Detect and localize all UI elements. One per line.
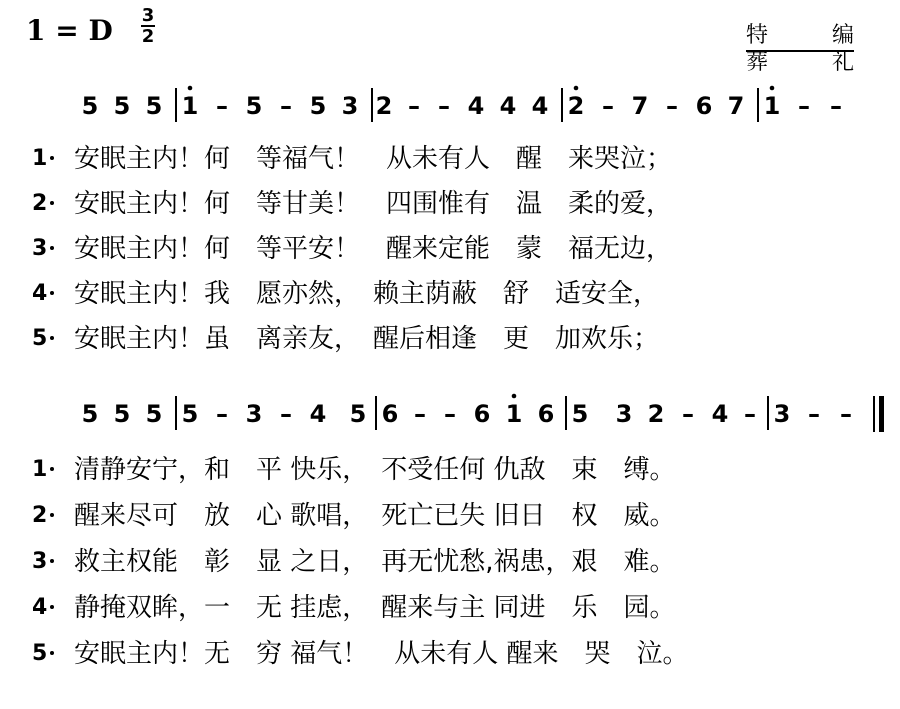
credit-char: 葬 bbox=[746, 50, 769, 75]
verse-number-dot bbox=[50, 605, 54, 609]
verse-number-dot bbox=[50, 336, 54, 340]
dash: – bbox=[216, 92, 228, 120]
time-signature-bottom: 2 bbox=[141, 26, 155, 47]
verse-number: 3 bbox=[32, 232, 47, 266]
lyric-line: 安眠主内！我 愿亦然， 赖主荫蔽 舒 适安全， bbox=[74, 279, 660, 309]
dash: – bbox=[408, 92, 420, 120]
note: 5 bbox=[145, 92, 163, 120]
verse-number: 2 bbox=[32, 187, 47, 221]
dash: – bbox=[666, 92, 678, 120]
note: 7 bbox=[631, 92, 649, 120]
note: 4 bbox=[309, 400, 327, 428]
lyric-line: 静掩双眸，一 无 挂虑， 醒来与主 同进 乐 园。 bbox=[74, 593, 676, 623]
dash: – bbox=[216, 400, 228, 428]
verse-number-dot bbox=[50, 156, 54, 160]
verse-number-dot bbox=[50, 201, 54, 205]
final-barline-thick bbox=[879, 396, 884, 432]
note: 1 bbox=[505, 400, 523, 428]
note: 3 bbox=[245, 400, 263, 428]
verse-number: 3 bbox=[32, 545, 47, 579]
note: 5 bbox=[309, 92, 327, 120]
verse-number-dot bbox=[50, 467, 54, 471]
octave-dot bbox=[770, 86, 775, 91]
note: 4 bbox=[499, 92, 517, 120]
dash: – bbox=[798, 92, 810, 120]
lyric-line: 安眠主内！虽 离亲友， 醒后相逢 更 加欢乐； bbox=[74, 324, 660, 354]
note: 5 bbox=[571, 400, 589, 428]
note: 2 bbox=[375, 92, 393, 120]
note: 1 bbox=[763, 92, 781, 120]
note: 5 bbox=[145, 400, 163, 428]
dash: – bbox=[830, 92, 842, 120]
note: 2 bbox=[567, 92, 585, 120]
verse-number: 5 bbox=[32, 322, 47, 356]
note: 4 bbox=[531, 92, 549, 120]
dash: – bbox=[682, 400, 694, 428]
note: 2 bbox=[647, 400, 665, 428]
dash: – bbox=[602, 92, 614, 120]
note: 5 bbox=[81, 400, 99, 428]
verse-number: 1 bbox=[32, 142, 47, 176]
note: 7 bbox=[727, 92, 745, 120]
verse-number: 2 bbox=[32, 499, 47, 533]
lyric-line: 醒来尽可 放 心 歌唱， 死亡已失 旧日 权 威。 bbox=[74, 501, 676, 531]
note: 1 bbox=[181, 92, 199, 120]
note: 5 bbox=[113, 400, 131, 428]
note: 5 bbox=[245, 92, 263, 120]
verse-number-dot bbox=[50, 291, 54, 295]
dash: – bbox=[444, 400, 456, 428]
dash: – bbox=[840, 400, 852, 428]
dash: – bbox=[280, 92, 292, 120]
dash: – bbox=[744, 400, 756, 428]
note: 4 bbox=[711, 400, 729, 428]
dash: – bbox=[414, 400, 426, 428]
dash: – bbox=[438, 92, 450, 120]
credit-char: 特 bbox=[746, 23, 769, 48]
note: 6 bbox=[537, 400, 555, 428]
key-signature: 1 = D bbox=[26, 14, 113, 47]
note: 3 bbox=[773, 400, 791, 428]
credit-char: 礼 bbox=[831, 50, 854, 75]
note: 6 bbox=[381, 400, 399, 428]
octave-dot bbox=[512, 394, 517, 399]
verse-number: 5 bbox=[32, 637, 47, 671]
lyric-line: 安眠主内！何 等福气！ 从未有人 醒 来哭泣； bbox=[74, 144, 673, 174]
verse-number-dot bbox=[50, 246, 54, 250]
dash: – bbox=[808, 400, 820, 428]
lyric-line: 救主权能 彰 显 之日， 再无忧愁,祸患，艰 难。 bbox=[74, 547, 676, 577]
credit-line-2 bbox=[746, 45, 854, 76]
verse-number: 4 bbox=[32, 591, 47, 625]
lyric-line: 安眠主内！无 穷 福气！ 从未有人 醒来 哭 泣。 bbox=[74, 639, 689, 669]
credit-char: 编 bbox=[831, 23, 854, 48]
verse-number-dot bbox=[50, 651, 54, 655]
note: 4 bbox=[467, 92, 485, 120]
time-signature bbox=[138, 6, 158, 46]
verse-number-dot bbox=[50, 559, 54, 563]
lyric-line: 清静安宁，和 平 快乐， 不受任何 仇敌 束 缚。 bbox=[74, 455, 676, 485]
notation-line-2 bbox=[0, 392, 900, 436]
octave-dot bbox=[188, 86, 193, 91]
note: 6 bbox=[695, 92, 713, 120]
time-signature-top: 3 bbox=[141, 5, 155, 26]
notation-line-1 bbox=[0, 84, 900, 128]
note: 6 bbox=[473, 400, 491, 428]
note: 3 bbox=[615, 400, 633, 428]
lyric-line: 安眠主内！何 等平安！ 醒来定能 蒙 福无边， bbox=[74, 234, 673, 264]
verse-number-dot bbox=[50, 513, 54, 517]
note: 3 bbox=[341, 92, 359, 120]
dash: – bbox=[280, 400, 292, 428]
note: 5 bbox=[81, 92, 99, 120]
note: 5 bbox=[349, 400, 367, 428]
verse-number: 1 bbox=[32, 453, 47, 487]
verse-number: 4 bbox=[32, 277, 47, 311]
lyric-line: 安眠主内！何 等甘美！ 四围惟有 温 柔的爱， bbox=[74, 189, 673, 219]
octave-dot bbox=[574, 86, 579, 91]
note: 5 bbox=[181, 400, 199, 428]
note: 5 bbox=[113, 92, 131, 120]
